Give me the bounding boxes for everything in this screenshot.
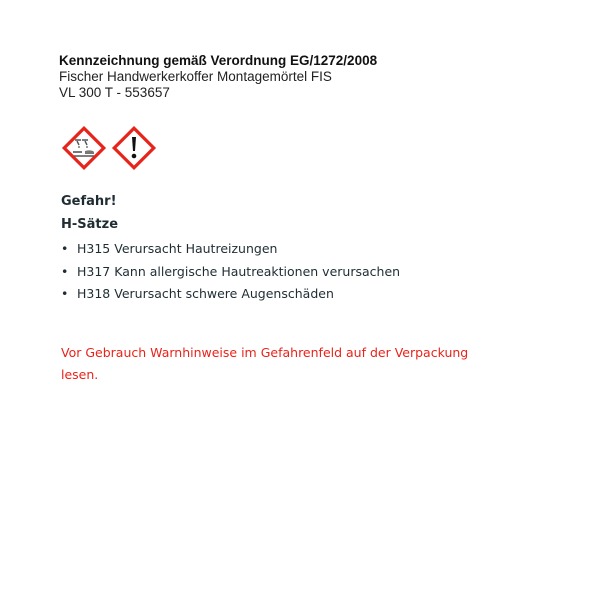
ghs07-exclamation-mark-icon bbox=[110, 124, 158, 172]
h-code: H315 bbox=[77, 241, 111, 256]
bullet-icon: • bbox=[61, 286, 69, 301]
product-name: Fischer Handwerkerkoffer Montagemörtel FIS bbox=[59, 69, 332, 84]
h-statements-heading: H-Sätze bbox=[61, 217, 119, 232]
packaging-warning-note: Vor Gebrauch Warnhinweise im Gefahrenfeld auf der Verpackung lesen. bbox=[61, 345, 469, 382]
label-header bbox=[59, 53, 539, 101]
list-item bbox=[61, 284, 400, 307]
signal-word: Gefahr! bbox=[61, 194, 117, 209]
h-code: H317 bbox=[77, 263, 111, 279]
product-code: VL 300 T - 553657 bbox=[59, 85, 170, 100]
regulation-title: Kennzeichnung gemäß Verordnung EG/1272/2008 bbox=[59, 53, 378, 68]
bullet-icon: • bbox=[61, 241, 69, 256]
h-text: Verursacht Hautreizungen bbox=[114, 241, 278, 256]
list-item bbox=[61, 239, 400, 262]
h-statements-list bbox=[61, 239, 400, 307]
ghs-pictograms bbox=[60, 124, 158, 174]
list-item bbox=[61, 262, 400, 285]
h-text: Verursacht schwere Augenschäden bbox=[114, 286, 334, 301]
h-code: H318 bbox=[77, 286, 111, 301]
ghs05-corrosion-icon bbox=[60, 124, 108, 172]
h-text: Kann allergische Hautreaktionen verursachen bbox=[114, 263, 401, 279]
bullet-icon: • bbox=[61, 263, 69, 279]
